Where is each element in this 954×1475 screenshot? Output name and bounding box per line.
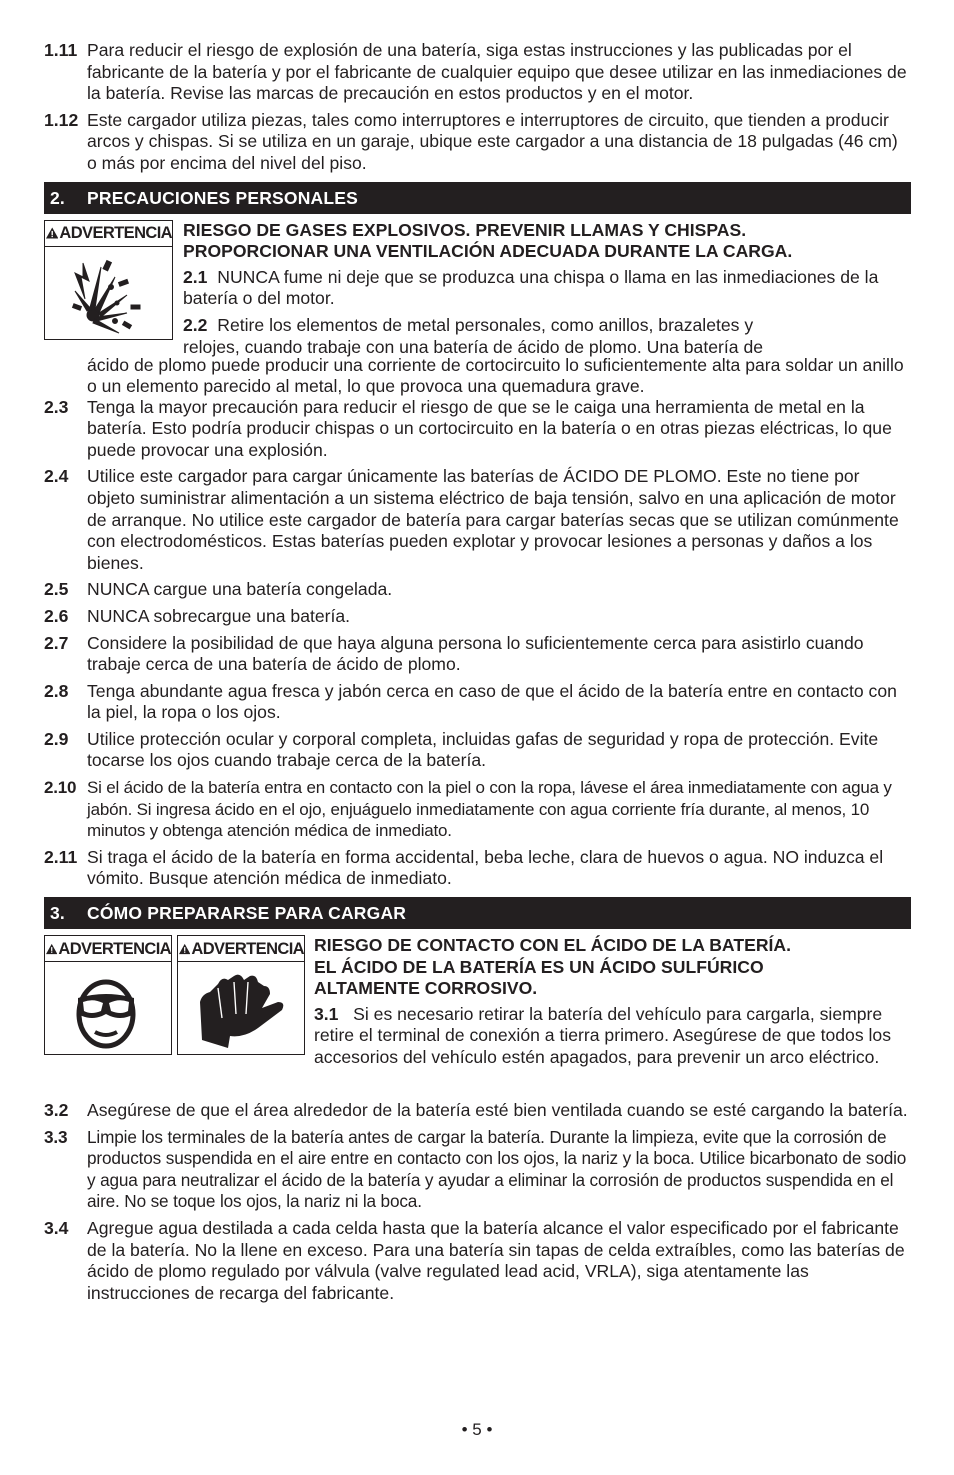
item-number: 2.2 xyxy=(183,314,208,335)
list-item xyxy=(44,1127,911,1213)
item-text: Utilice este cargador para cargar únicamente las baterías de ÁCIDO DE PLOMO. Este no tiene por objeto suministrar alimentación a un sistema eléctrico de baja tensión, salvo en una aplicación de motor de arranque. No utilice este cargador de batería para cargar baterías secas que se utilizan comúnmente con electrodomésticos. Estas baterías pueden explotar y provocar lesiones a personas y daños a los bienes. xyxy=(87,466,899,573)
manual-page xyxy=(44,40,911,1309)
item-number: 2.5 xyxy=(44,579,69,600)
warning-box xyxy=(44,220,173,340)
item-number: 2.4 xyxy=(44,466,69,487)
item-number: 2.8 xyxy=(44,680,69,701)
item-text: Utilice protección ocular y corporal completa, incluidas gafas de seguridad y ropa de protección. Evite tocarse los ojos cuando trabaje cerca de la batería. xyxy=(87,728,879,771)
warning-label xyxy=(45,221,172,247)
section-title: CÓMO PREPARARSE PARA CARGAR xyxy=(87,903,407,924)
list-item xyxy=(314,1004,911,1069)
list-item xyxy=(183,315,911,358)
list-item xyxy=(44,606,911,628)
item-text: NUNCA fume ni deje que se produzca una chispa o llama en las inmediaciones de la batería o del motor. xyxy=(183,266,879,309)
warning-box xyxy=(177,935,305,1055)
item-text: Si es necesario retirar la batería del vehículo para cargarla, siempre retire el terminal de conexión a tierra primero. Asegúrese de que todos los accesorios del vehículo estén apagados, para prevenir un arco eléctrico. xyxy=(314,1003,891,1067)
item-number: 2.6 xyxy=(44,605,69,626)
goggles-icon xyxy=(45,962,170,1054)
list-item xyxy=(44,397,911,462)
item-number: 1.11 xyxy=(44,40,78,60)
section-title: PRECAUCIONES PERSONALES xyxy=(87,187,359,208)
warning-headline: RIESGO DE GASES EXPLOSIVOS. PREVENIR LLAMAS Y CHISPAS. xyxy=(183,219,747,240)
item-number: 2.7 xyxy=(44,632,69,653)
item-text: Si el ácido de la batería entra en contacto con la piel o con la ropa, lávese el área inmediatamente con agua y jabón. Si ingresa ácido en el ojo, enjuáguelo inmediatamente con agua corriente fría durante, al menos, 10 minutos y obtenga atención médica de inmediato. xyxy=(87,778,892,841)
list-item xyxy=(44,40,911,105)
item-number: 2.10 xyxy=(44,778,77,798)
list-item xyxy=(44,777,911,842)
item-text: Si traga el ácido de la batería en forma accidental, beba leche, clara de huevos o agua. NO induzca el vómito. Busque atención médica de inmediato. xyxy=(87,846,884,889)
item-text: Considere la posibilidad de que haya alguna persona lo suficientemente cerca para asistirlo cuando trabaje cerca de una batería de ácido de plomo. xyxy=(87,632,864,675)
warning-triangle-icon xyxy=(46,225,58,241)
list-item xyxy=(44,110,911,175)
item-text: Retire los elementos de metal personales, como anillos, brazaletes y xyxy=(217,314,754,335)
list-item xyxy=(44,466,911,574)
item-text: relojes, cuando trabaje con una batería de ácido de plomo. Una batería de xyxy=(183,336,764,357)
warning-triangle-icon xyxy=(46,941,57,957)
list-item xyxy=(44,847,911,890)
item-number: 2.9 xyxy=(44,728,69,749)
section-number: 2. xyxy=(50,187,65,208)
item-text: NUNCA sobrecargue una batería. xyxy=(87,605,351,626)
warning-block-battery-acid xyxy=(44,935,911,1100)
section-header-personal-precautions xyxy=(44,182,911,214)
list-item xyxy=(183,267,911,310)
explosion-icon xyxy=(45,247,171,339)
item-text: Tenga abundante agua fresca y jabón cerca en caso de que el ácido de la batería entre en contacto con la piel, la ropa o los ojos. xyxy=(87,680,897,723)
item-number: 3.2 xyxy=(44,1100,69,1121)
warning-label-text: ADVERTENCIA xyxy=(59,224,172,243)
item-number: 2.1 xyxy=(183,266,208,287)
warning-headline: EL ÁCIDO DE LA BATERÍA ES UN ÁCIDO SULFÚRICO xyxy=(314,956,764,977)
warning-block-explosive-gases xyxy=(44,220,911,397)
section-header-prepare-charging xyxy=(44,897,911,929)
warning-triangle-icon xyxy=(179,941,190,957)
warning-box xyxy=(44,935,172,1055)
item-number: 1.12 xyxy=(44,109,79,130)
warning-label xyxy=(178,936,304,962)
section-number: 3. xyxy=(50,903,65,924)
item-number: 3.1 xyxy=(314,1003,339,1024)
list-item xyxy=(44,1218,911,1304)
item-number: 2.3 xyxy=(44,396,69,417)
list-item xyxy=(44,579,911,601)
page-number: • 5 • xyxy=(461,1420,493,1439)
warning-label-text: ADVERTENCIA xyxy=(58,939,171,958)
item-number: 3.4 xyxy=(44,1218,69,1238)
warning-label-text: ADVERTENCIA xyxy=(191,939,304,958)
glove-icon xyxy=(178,962,303,1054)
section2-list xyxy=(44,397,911,890)
item-text: Tenga la mayor precaución para reducir el riesgo de que se le caiga una herramienta de metal en la batería. Esto podría producir chispas o un cortocircuito en la batería o en otras piezas eléctricas, lo que puede provocar una explosión. xyxy=(87,396,892,460)
list-item xyxy=(44,1100,911,1122)
list-item xyxy=(44,729,911,772)
list-item xyxy=(44,681,911,724)
item-text: Este cargador utiliza piezas, tales como interruptores e interruptores de circuito, que tienden a producir arcos y chispas. Si se utiliza en un garaje, ubique este cargador a una distancia de 18 pulgadas (46 cm) o más por encima del nivel del piso. xyxy=(87,109,898,173)
item-text: Limpie los terminales de la batería antes de cargar la batería. Durante la limpieza, evite que la corrosión de productos suspendida en el aire entre en contacto con los ojos, la nariz y la boca. Utilice bicarbonato de sodio y agua para neutralizar el ácido de la batería y ayudar a eliminar la corrosión de productos suspendida en el aire. No se toque los ojos, la nariz ni la boca. xyxy=(87,1126,907,1212)
warning-headline: RIESGO DE CONTACTO CON EL ÁCIDO DE LA BATERÍA. xyxy=(314,935,792,956)
item-continuation: ácido de plomo puede producir una corriente de cortocircuito lo suficientemente alta para soldar un anillo o un elemento parecido al metal, lo que provoca una quemadura grave. xyxy=(87,354,904,397)
item-number: 3.3 xyxy=(44,1126,68,1147)
warning-headline: PROPORCIONAR UNA VENTILACIÓN ADECUADA DURANTE LA CARGA. xyxy=(183,241,793,262)
item-number: 2.11 xyxy=(44,846,78,867)
item-text: NUNCA cargue una batería congelada. xyxy=(87,579,393,600)
list-item xyxy=(44,633,911,676)
item-text: Asegúrese de que el área alrededor de la batería esté bien ventilada cuando se esté cargando la batería. xyxy=(87,1100,908,1121)
item-text: Agregue agua destilada a cada celda hasta que la batería alcance el valor especificado por el fabricante de la batería. No la llene en exceso. Para una batería sin tapas de celda extraíbles, como las baterías de ácido de plomo regulado por válvula (valve regulated lead acid, VRLA), siga atentamente las instrucciones de recarga del fabricante. xyxy=(87,1218,905,1303)
warning-headline: ALTAMENTE CORROSIVO. xyxy=(314,978,538,999)
item-text: Para reducir el riesgo de explosión de una batería, siga estas instrucciones y las publicadas por el fabricante de la batería y por el fabricante de cualquier equipo que desee utilizar en las inmediaciones de la batería. Revise las marcas de precaución en estos productos y en el motor. xyxy=(87,40,907,104)
warning-label xyxy=(45,936,171,962)
section3-list xyxy=(44,1100,911,1304)
